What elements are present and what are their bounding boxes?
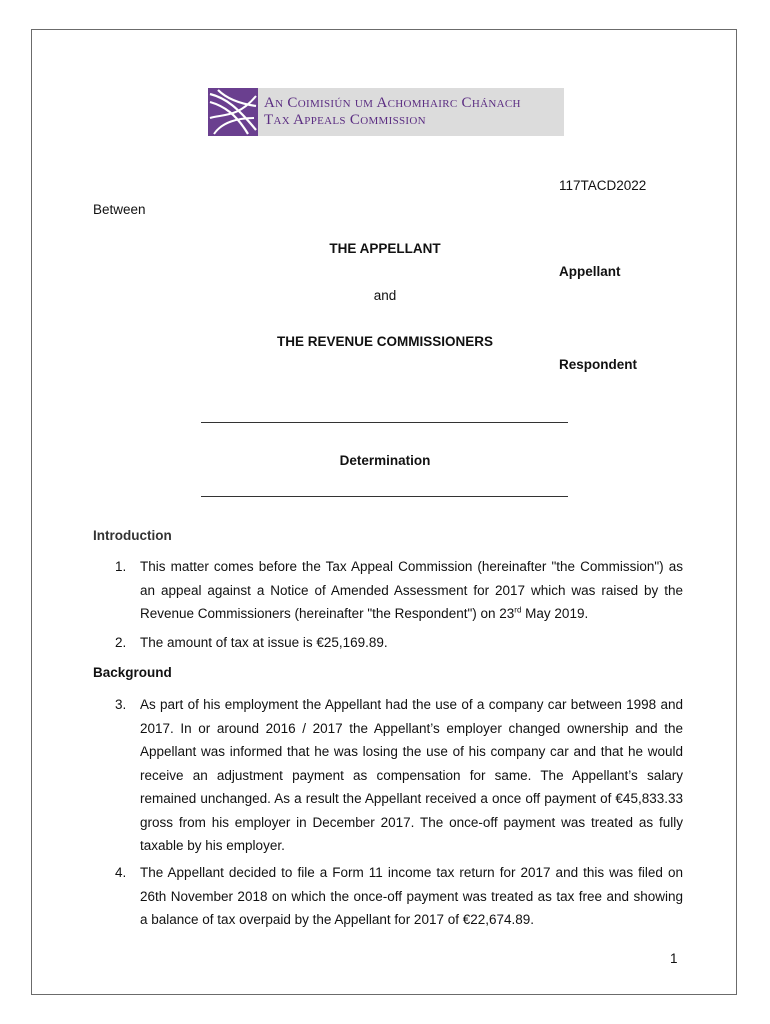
paragraph-3 (93, 693, 683, 858)
appellant-name: THE APPELLANT (329, 241, 441, 256)
logo-english-name: Tax Appeals Commission (264, 112, 426, 128)
paragraph-text: The Appellant decided to file a Form 11 income tax return for 2017 and this was filed on 26th November 2018 on which the once-off payment was treated as tax free and showing a balance of tax overpaid by the Appellant for 2017 of €22,674.89. (140, 865, 683, 927)
paragraph-number: 3. (115, 697, 127, 712)
tax-appeals-commission-logo (208, 88, 564, 136)
paragraph-number: 2. (115, 635, 127, 650)
commission-emblem-icon (208, 88, 258, 136)
title-divider-top (201, 422, 568, 423)
between-label: Between (93, 202, 146, 217)
page-number: 1 (670, 951, 678, 966)
respondent-role: Respondent (559, 357, 638, 372)
paragraph-number: 4. (115, 865, 127, 880)
paragraph-2 (93, 631, 683, 655)
paragraph-4 (93, 861, 683, 932)
paragraph-text: As part of his employment the Appellant had the use of a company car between 1998 and 2017. In or around 2016 / 2017 the Appellant’s employer changed ownership and the Appellant was informed that he was losing the use of his company car and that he would receive an adjustment payment as compensation for same. The Appellant’s salary remained unchanged. As a result the Appellant received a once off payment of €45,833.33 gross from his employer in December 2017. The once-off payment was treated as fully taxable by his employer. (140, 697, 683, 853)
paragraph-1 (93, 555, 683, 626)
logo-irish-name: An Coimisiún um Achomhairc Chánach (264, 95, 521, 111)
case-reference: 117TACD2022 (559, 178, 647, 193)
paragraph-number: 1. (115, 559, 127, 574)
introduction-heading: Introduction (93, 528, 172, 543)
paragraph-text: The amount of tax at issue is €25,169.89. (140, 635, 388, 650)
title-divider-bottom (201, 496, 568, 497)
appellant-role: Appellant (559, 264, 621, 279)
paragraph-text: This matter comes before the Tax Appeal Commission (hereinafter "the Commission") as an appeal against a Notice of Amended Assessment for 2017 which was raised by the Revenue Commissioners (hereinafter "the Respondent") on 23rd May 2019. (140, 559, 683, 621)
background-heading: Background (93, 665, 172, 680)
document-page (31, 29, 737, 995)
document-title: Determination (339, 453, 431, 468)
conjunction-and: and (373, 288, 397, 303)
respondent-name: THE REVENUE COMMISSIONERS (276, 334, 494, 349)
